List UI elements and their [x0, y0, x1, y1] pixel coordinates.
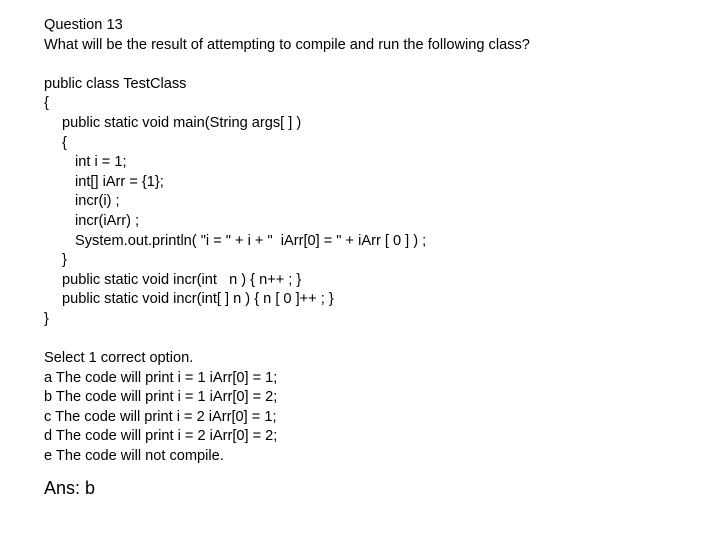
answer-text: Ans: b [44, 477, 96, 498]
code-line: } [62, 252, 67, 269]
option-c: c The code will print i = 2 iArr[0] = 1; [44, 408, 277, 425]
option-e: e The code will not compile. [44, 448, 224, 465]
code-line: public static void main(String args[ ] ) [62, 114, 302, 131]
option-a: a The code will print i = 1 iArr[0] = 1; [44, 369, 278, 386]
code-line: public static void incr(int[ ] n ) { n [ 0 ]++ ; } [62, 291, 334, 308]
question-prompt: What will be the result of attempting to compile and run the following class? [44, 36, 530, 53]
code-line: incr(i) ; [75, 193, 120, 210]
code-line: public static void incr(int n ) { n++ ; } [62, 271, 302, 288]
code-line: public class TestClass [44, 75, 187, 92]
code-line: System.out.println( "i = " + i + " iArr[0] = " + iArr [ 0 ] ) ; [75, 232, 427, 249]
code-line: { [62, 134, 67, 151]
spacer [44, 330, 714, 350]
instruction-text: Select 1 correct option. [44, 350, 194, 367]
code-line: } [44, 310, 49, 327]
option-d: d The code will print i = 2 iArr[0] = 2; [44, 428, 278, 445]
code-listing [44, 75, 714, 330]
code-line: incr(iArr) ; [75, 212, 140, 229]
option-b: b The code will print i = 1 iArr[0] = 2; [44, 389, 278, 406]
question-number: Question 13 [44, 17, 123, 33]
code-line: { [44, 95, 49, 112]
spacer [44, 55, 714, 75]
slide-content [44, 16, 714, 499]
code-line: int[] iArr = {1}; [75, 173, 164, 190]
code-line: int i = 1; [75, 154, 127, 171]
